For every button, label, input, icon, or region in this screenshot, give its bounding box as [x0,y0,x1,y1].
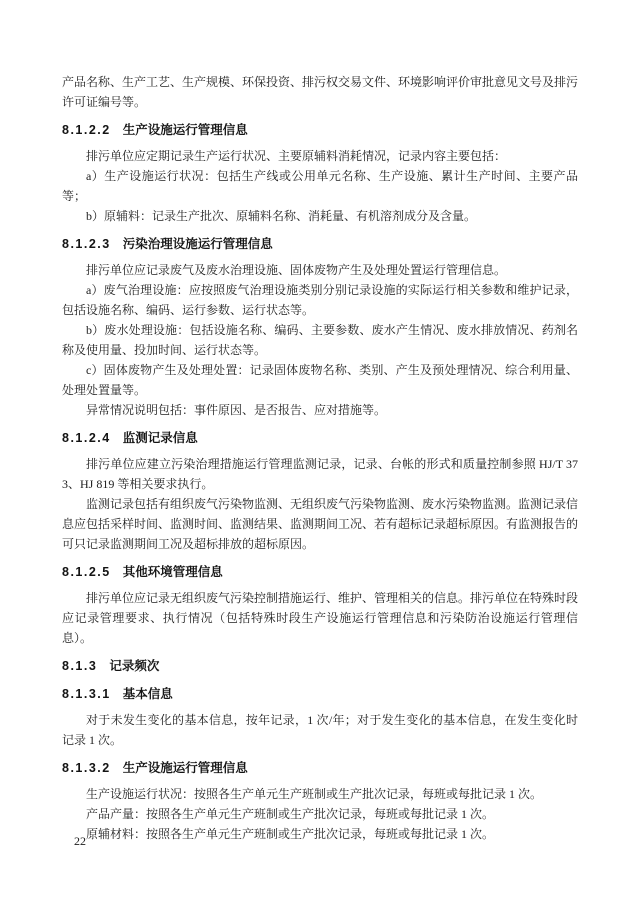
document-body [62,72,578,844]
body-paragraph: 排污单位应记录无组织废气污染控制措施运行、维护、管理相关的信息。排污单位在特殊时段应记录管理要求、执行情况（包括特殊时段生产设施运行管理信息和污染防治设施运行管理信息）。 [62,591,579,645]
heading-8-1-3-2 [62,758,578,778]
heading-title: 记录频次 [109,659,160,673]
heading-number: 8.1.3.1 [62,687,111,701]
page-number: 22 [74,834,86,848]
body-paragraph-list-item-c: c）固体废物产生及处理处置：记录固体废物名称、类别、产生及预处理情况、综合利用量、处理处置量等。 [62,363,578,397]
heading-8-1-2-5 [62,562,578,582]
heading-number: 8.1.3.2 [62,761,111,775]
body-paragraph: 排污单位应记录废气及废水治理设施、固体废物产生及处理处置运行管理信息。 [86,263,507,277]
heading-number: 8.1.2.3 [62,237,111,251]
heading-title: 基本信息 [122,687,173,701]
body-paragraph: 排污单位应定期记录生产运行状况、主要原辅料消耗情况，记录内容主要包括： [86,149,507,163]
heading-title: 污染治理设施运行管理信息 [122,237,273,251]
heading-title: 生产设施运行管理信息 [122,123,248,137]
heading-8-1-2-3 [62,234,578,254]
heading-8-1-3-1 [62,684,578,704]
heading-8-1-2-2 [62,120,578,140]
body-paragraph: 产品名称、生产工艺、生产规模、环保投资、排污权交易文件、环境影响评价审批意见文号及排污许可证编号等。 [62,75,579,109]
body-paragraph-list-item-a: a）废气治理设施：应按照废气治理设施类别分别记录设施的实际运行相关参数和维护记录，包括设施名称、编码、运行参数、运行状态等。 [62,283,578,317]
heading-number: 8.1.2.5 [62,565,111,579]
body-paragraph: 原辅材料：按照各生产单元生产班制或生产批次记录，每班或每批记录 1 次。 [86,827,495,841]
heading-8-1-2-4 [62,428,578,448]
heading-number: 8.1.2.4 [62,431,111,445]
body-paragraph: 产品产量：按照各生产单元生产班制或生产批次记录，每班或每批记录 1 次。 [86,807,495,821]
body-paragraph: 监测记录包括有组织废气污染物监测、无组织废气污染物监测、废水污染物监测。监测记录信息应包括采样时间、监测时间、监测结果、监测期间工况、若有超标记录超标原因。有监测报告的可只记录监测期间工况及超标排放的超标原因。 [62,497,579,551]
heading-8-1-3 [62,656,578,676]
body-paragraph: 异常情况说明包括：事件原因、是否报告、应对措施等。 [86,403,387,417]
heading-number: 8.1.3 [62,659,98,673]
body-paragraph-list-item-b: b）废水处理设施：包括设施名称、编码、主要参数、废水产生情况、废水排放情况、药剂名称及使用量、投加时间、运行状态等。 [62,323,578,357]
heading-number: 8.1.2.2 [62,123,111,137]
heading-title: 监测记录信息 [122,431,198,445]
body-paragraph-list-item-b: b）原辅料：记录生产批次、原辅料名称、消耗量、有机溶剂成分及含量。 [86,209,477,223]
body-paragraph-list-item-a: a）生产设施运行状况：包括生产线或公用单元名称、生产设施、累计生产时间、主要产品等； [62,169,578,203]
body-paragraph: 对于未发生变化的基本信息，按年记录，1 次/年；对于发生变化的基本信息，在发生变化时记录 1 次。 [62,713,578,747]
heading-title: 其他环境管理信息 [122,565,223,579]
heading-title: 生产设施运行管理信息 [122,761,248,775]
body-paragraph: 生产设施运行状况：按照各生产单元生产班制或生产批次记录，每班或每批记录 1 次。 [86,787,543,801]
body-paragraph: 排污单位应建立污染治理措施运行管理监测记录，记录、台帐的形式和质量控制参照 HJ/T 373、HJ 819 等相关要求执行。 [62,457,578,491]
